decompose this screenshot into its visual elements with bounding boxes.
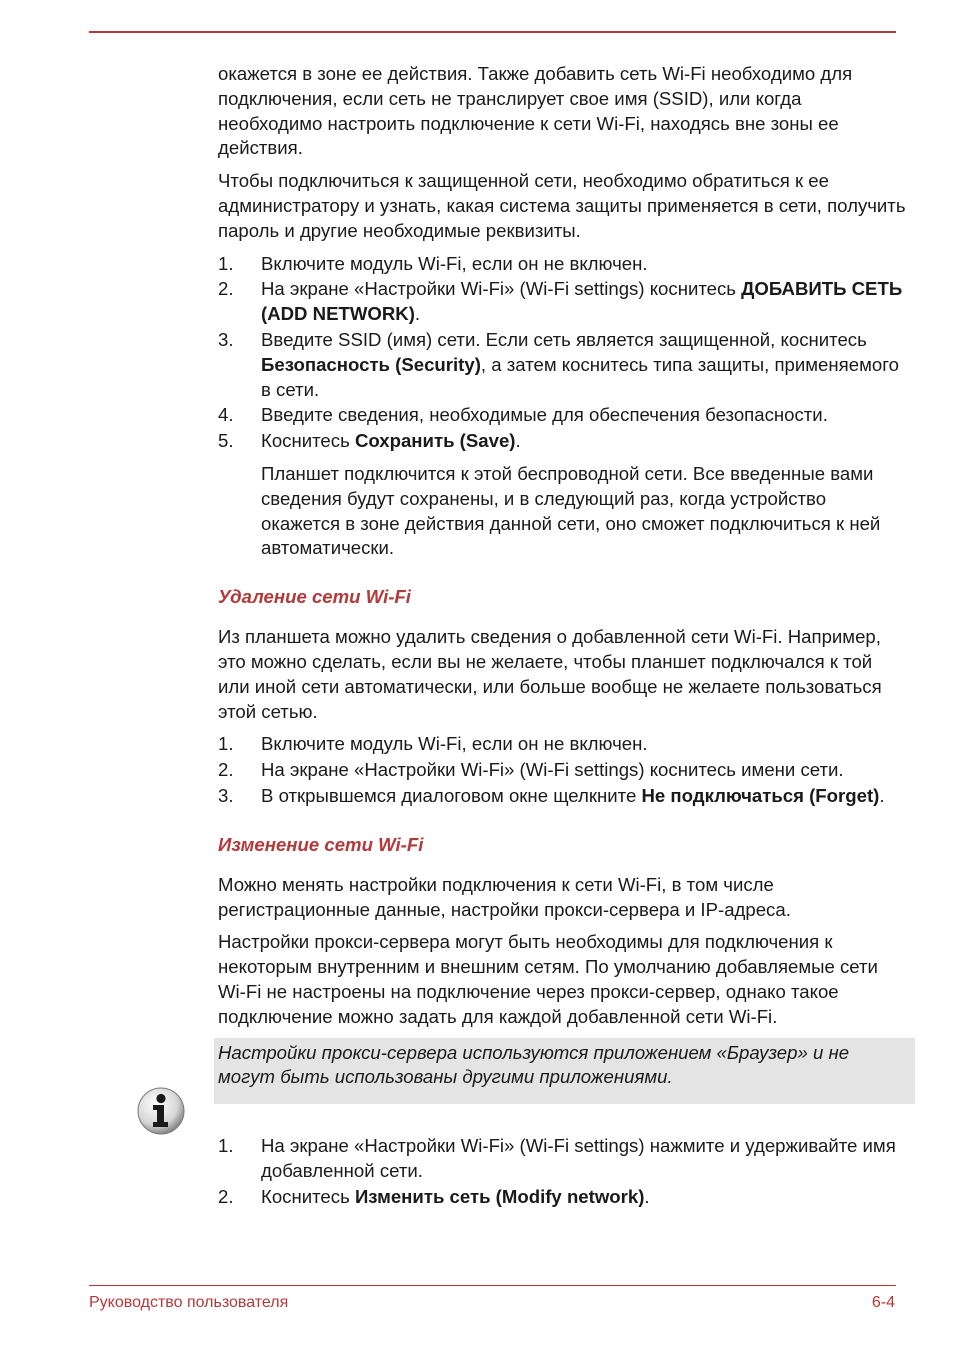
intro-paragraph-2: Чтобы подключиться к защищенной сети, необходимо обратиться к ее администратору и узнать, какая система защиты применяется в сети, получить пароль и другие необходимые реквизиты. [218,170,906,241]
list-item-text: . [414,303,421,325]
list-item [218,784,908,809]
list-item-text: На экране «Настройки Wi-Fi» (Wi-Fi settings) коснитесь имени сети. [261,759,844,781]
list-item-text: Коснитесь [261,1185,355,1207]
list-item-text: . [879,784,885,806]
list-item-number: 1. [218,733,234,755]
list-item-text: Включите модуль Wi-Fi, если он не включен. [261,733,648,755]
list-item [218,732,908,757]
list-item-number: 2. [218,1185,234,1207]
list-item-text: Коснитесь [261,430,355,452]
footer-title: Руководство пользователя [89,1294,289,1311]
intro-paragraph-1: окажется в зоне ее действия. Также добавить сеть Wi-Fi необходимо для подключения, если сеть не транслирует свое имя (SSID), или когда необходимо настроить подключение к сети Wi-Fi, находясь вне зоны ее действия. [218,63,853,159]
list-item-text: . [515,430,521,452]
list-item [218,328,908,402]
modify-network-paragraph-2: Настройки прокси-сервера могут быть необходимы для подключения к некоторым внутренним и внешним сетям. По умолчанию добавляемые сети Wi-Fi не настроены на подключение через прокси-сервер, однако такое подключение можно задать для каждой добавленной сети Wi-Fi. [218,931,878,1027]
modify-network-paragraph-1: Можно менять настройки подключения к сети Wi-Fi, в том числе регистрационные данные, настройки прокси-сервера и IP-адреса. [218,873,791,920]
add-network-result: Планшет подключится к этой беспроводной сети. Все введенные вами сведения будут сохранены, и в следующий раз, когда устройство окажется в зоне действия данной сети, оно сможет подключиться к ней автоматически. [261,462,881,559]
delete-network-steps [218,732,908,808]
list-item [218,429,908,454]
page-content [218,62,908,1217]
delete-network-paragraph: Из планшета можно удалить сведения о добавленной сети Wi-Fi. Например, это можно сделать, если вы не желаете, чтобы планшет подключался к той или иной сети автоматически, или больше вообще не желаете пользоваться этой сетью. [218,626,882,722]
list-item-emphasis: Изменить сеть (Modify network) [354,1185,645,1207]
list-item [218,252,908,277]
list-item-number: 3. [218,328,234,350]
list-item-text: На экране «Настройки Wi-Fi» (Wi-Fi settings) коснитесь [261,278,742,300]
list-item-text: Включите модуль Wi-Fi, если он не включен. [261,252,648,274]
list-item-number: 2. [218,759,234,781]
footer-page-number: 6-4 [871,1294,895,1311]
list-item-number: 2. [218,278,234,300]
list-item-text: , а затем коснитесь типа защиты, применяемого в сети. [261,353,899,400]
list-item [218,1134,908,1184]
list-item-emphasis: Сохранить (Save) [354,430,516,452]
note-text: Настройки прокси-сервера используются приложением «Браузер» и не могут быть использованы другими приложениями. [218,1041,850,1088]
list-item-emphasis: ДОБАВИТЬ СЕТЬ (ADD NETWORK) [261,278,903,325]
modify-network-steps [218,1134,908,1209]
list-item-number: 3. [218,784,234,806]
list-item [218,758,908,783]
list-item-number: 1. [218,252,234,274]
info-icon [136,1086,186,1136]
list-item-text: В открывшемся диалоговом окне щелкните [261,784,642,806]
list-item-number: 4. [218,404,234,426]
list-item-number: 1. [218,1135,234,1157]
footer-rule [89,1285,896,1286]
delete-network-heading: Удаление сети Wi-Fi [218,586,411,608]
list-item [218,277,908,327]
note-box [214,1038,915,1105]
list-item-emphasis: Не подключаться (Forget) [641,784,880,806]
add-network-steps [218,252,908,454]
list-item-text: Введите сведения, необходимые для обеспечения безопасности. [261,404,828,426]
header-rule [89,31,896,33]
list-item [218,1185,908,1210]
list-item-text: На экране «Настройки Wi-Fi» (Wi-Fi settings) нажмите и удерживайте имя добавленной сети. [261,1135,896,1181]
list-item-emphasis: Безопасность (Security) [261,353,481,375]
modify-network-heading: Изменение сети Wi-Fi [218,833,424,855]
list-item-number: 5. [218,430,234,452]
list-item-text: Введите SSID (имя) сети. Если сеть является защищенной, коснитесь [261,328,867,350]
list-item [218,403,908,428]
list-item-text: . [644,1185,650,1207]
